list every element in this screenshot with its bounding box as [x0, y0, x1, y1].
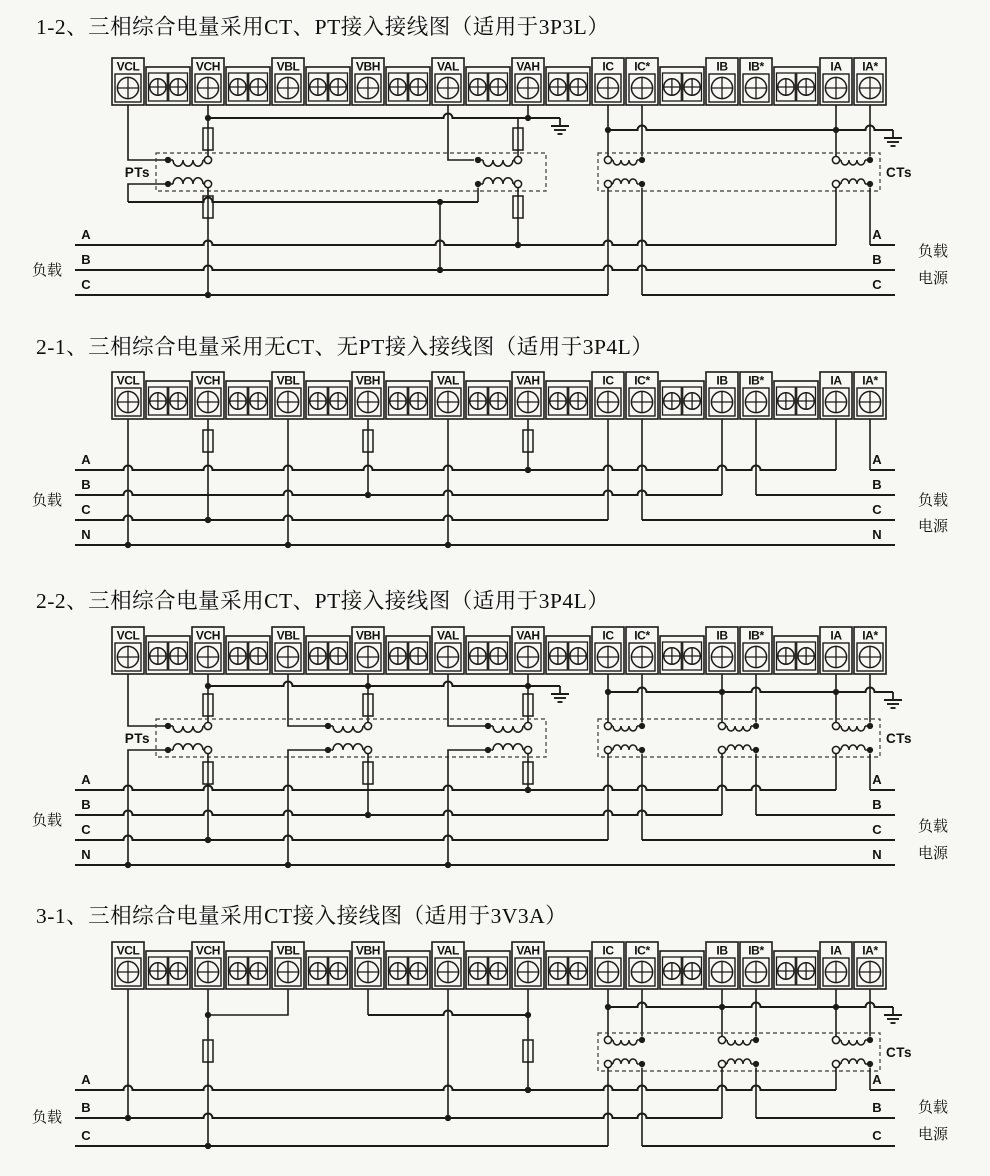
diagram-title-3: 2-2、三相综合电量采用CT、PT接入接线图（适用于3P4L）	[36, 589, 610, 613]
phase-label-left: B	[81, 252, 91, 267]
terminal-VAL	[432, 372, 464, 419]
terminal-label: IA*	[862, 373, 878, 388]
terminal-label: VCH	[195, 59, 221, 74]
terminal-blank	[386, 381, 430, 419]
terminal-IC	[592, 627, 624, 674]
ct-group-label: CTs	[886, 165, 913, 180]
terminal-label: IA	[830, 628, 842, 643]
terminal-VBH	[352, 372, 384, 419]
load-label-left: 负载	[31, 812, 63, 829]
terminal-label: VCL	[116, 943, 140, 958]
terminal-blank	[660, 951, 704, 989]
phase-label-left: C	[81, 277, 91, 292]
phase-label-right: C	[872, 277, 882, 292]
terminal-VAH	[512, 627, 544, 674]
terminal-blank	[226, 67, 270, 105]
phase-label-right: A	[872, 1072, 882, 1087]
terminal-label: IA*	[862, 943, 878, 958]
terminal-IB	[706, 627, 738, 674]
terminal-label: IB*	[748, 943, 764, 958]
terminal-blank	[386, 67, 430, 105]
terminal-label: IC*	[634, 943, 650, 958]
source-label-right-1: 负载	[917, 492, 949, 509]
terminal-IB-star	[740, 942, 772, 989]
phase-label-left: C	[81, 822, 91, 837]
terminal-label: VAL	[437, 628, 459, 643]
terminal-IB	[706, 372, 738, 419]
terminal-VAH	[512, 58, 544, 105]
pt-group-label: PTs	[124, 731, 150, 746]
terminal-VBL	[272, 372, 304, 419]
terminal-label: IB*	[748, 628, 764, 643]
bus-side-labels	[32, 1072, 949, 1143]
terminal-IC	[592, 942, 624, 989]
ct-transformer-a	[832, 722, 873, 753]
terminal-IB	[706, 58, 738, 105]
source-label-right-2: 电源	[917, 1126, 949, 1143]
source-label-right-2: 电源	[917, 845, 949, 862]
phase-label-left: A	[81, 452, 91, 467]
terminal-label: VCL	[116, 373, 140, 388]
terminal-label: VBL	[276, 59, 300, 74]
source-label-right-2: 电源	[917, 518, 949, 535]
terminal-blank	[306, 951, 350, 989]
terminal-blank	[306, 381, 350, 419]
terminal-IA-star	[854, 58, 886, 105]
terminal-blank	[774, 951, 818, 989]
terminal-label: VAL	[437, 59, 459, 74]
terminal-blank	[146, 67, 190, 105]
terminal-VBH	[352, 627, 384, 674]
terminal-blank	[386, 636, 430, 674]
terminal-IA	[820, 942, 852, 989]
diagram-3	[32, 627, 949, 868]
ground-icon	[551, 118, 569, 134]
phase-label-left: B	[81, 1100, 91, 1115]
terminal-label: IB	[716, 59, 728, 74]
ct-transformer-b	[718, 722, 759, 753]
phase-label-right: N	[872, 527, 882, 542]
terminal-VCL	[112, 627, 144, 674]
terminal-IA	[820, 372, 852, 419]
terminal-label: IB	[716, 373, 728, 388]
bus-side-labels	[32, 452, 949, 542]
terminal-blank	[466, 381, 510, 419]
terminal-blank	[466, 67, 510, 105]
ct-group-label: CTs	[886, 1045, 913, 1060]
terminal-VAL	[432, 58, 464, 105]
terminal-IB-star	[740, 627, 772, 674]
source-label-right-1: 负载	[917, 1099, 949, 1116]
pt-transformer-a	[485, 722, 532, 753]
pt-transformer-1	[165, 156, 212, 187]
terminal-VBL	[272, 58, 304, 105]
terminal-blank	[660, 636, 704, 674]
pt-transformer-b	[325, 722, 372, 753]
terminal-IA	[820, 58, 852, 105]
pt-transformer-2	[475, 156, 522, 187]
terminal-VAH	[512, 372, 544, 419]
terminal-IB-star	[740, 372, 772, 419]
phase-label-left: C	[81, 502, 91, 517]
phase-label-left: N	[81, 527, 91, 542]
terminal-label: IB*	[748, 373, 764, 388]
terminal-blank	[660, 381, 704, 419]
terminal-label: VCH	[195, 943, 221, 958]
terminal-blank	[306, 67, 350, 105]
terminal-label: VBH	[355, 628, 381, 643]
terminal-IC-star	[626, 942, 658, 989]
terminal-label: IA	[830, 943, 842, 958]
terminal-blank	[660, 67, 704, 105]
terminal-blank	[466, 951, 510, 989]
ground-icon	[884, 1007, 902, 1023]
terminal-label: VAL	[437, 943, 459, 958]
terminal-label: IC	[602, 373, 614, 388]
source-label-right-1: 负载	[917, 243, 949, 260]
source-label-right-1: 负载	[917, 818, 949, 835]
terminal-blank	[306, 636, 350, 674]
terminal-IA-star	[854, 627, 886, 674]
phase-label-right: A	[872, 452, 882, 467]
terminal-label: IB	[716, 943, 728, 958]
ct-transformer-c	[604, 722, 645, 753]
diagram-4	[32, 942, 949, 1149]
diagram-1	[32, 58, 949, 298]
terminal-blank	[146, 636, 190, 674]
terminal-label: VCH	[195, 628, 221, 643]
terminal-blank	[226, 951, 270, 989]
terminal-VCL	[112, 372, 144, 419]
ct-transformer-a	[832, 1036, 873, 1067]
phase-label-right: B	[872, 477, 882, 492]
diagram-title-2: 2-1、三相综合电量采用无CT、无PT接入接线图（适用于3P4L）	[36, 335, 654, 359]
terminal-label: VCL	[116, 59, 140, 74]
diagram-2	[32, 372, 949, 548]
terminal-label: IA	[830, 373, 842, 388]
terminal-label: VBL	[276, 943, 300, 958]
terminal-blank	[774, 67, 818, 105]
ground-icon	[884, 692, 902, 708]
phase-label-right: C	[872, 822, 882, 837]
phase-label-left: A	[81, 772, 91, 787]
terminal-label: VAH	[516, 59, 540, 74]
diagram-title-1: 1-2、三相综合电量采用CT、PT接入接线图（适用于3P3L）	[36, 15, 610, 39]
ct-transformer-c	[604, 1036, 645, 1067]
phase-label-right: A	[872, 772, 882, 787]
phase-label-left: N	[81, 847, 91, 862]
terminal-label: IB	[716, 628, 728, 643]
terminal-blank	[546, 951, 590, 989]
terminal-label: VCH	[195, 373, 221, 388]
terminal-VCH	[192, 58, 224, 105]
terminal-IB-star	[740, 58, 772, 105]
terminal-VBH	[352, 58, 384, 105]
phase-label-right: C	[872, 1128, 882, 1143]
phase-label-left: C	[81, 1128, 91, 1143]
terminal-IC-star	[626, 58, 658, 105]
terminal-blank	[546, 636, 590, 674]
terminal-blank	[774, 381, 818, 419]
terminal-label: IC*	[634, 59, 650, 74]
phase-label-right: C	[872, 502, 882, 517]
terminal-label: IC	[602, 59, 614, 74]
terminal-label: VCL	[116, 628, 140, 643]
terminal-label: IC	[602, 943, 614, 958]
terminal-IC	[592, 58, 624, 105]
terminal-IB	[706, 942, 738, 989]
terminal-IA-star	[854, 372, 886, 419]
terminal-label: IB*	[748, 59, 764, 74]
terminal-VAH	[512, 942, 544, 989]
terminal-label: VAH	[516, 373, 540, 388]
terminal-VCH	[192, 942, 224, 989]
terminal-blank	[146, 381, 190, 419]
terminal-blank	[466, 636, 510, 674]
terminal-VBL	[272, 942, 304, 989]
terminal-VCL	[112, 942, 144, 989]
terminal-VCH	[192, 372, 224, 419]
terminal-label: VBH	[355, 373, 381, 388]
terminal-label: IC*	[634, 628, 650, 643]
phase-label-right: B	[872, 252, 882, 267]
terminal-blank	[146, 951, 190, 989]
phase-label-right: B	[872, 797, 882, 812]
terminal-label: VBH	[355, 943, 381, 958]
terminal-blank	[226, 636, 270, 674]
terminal-label: IA*	[862, 59, 878, 74]
terminal-label: IA*	[862, 628, 878, 643]
load-label-left: 负载	[31, 492, 63, 509]
phase-label-right: N	[872, 847, 882, 862]
bus-side-labels	[32, 227, 949, 292]
terminal-label: VBL	[276, 628, 300, 643]
terminal-blank	[546, 67, 590, 105]
pt-transformer-c	[165, 722, 212, 753]
terminal-label: IA	[830, 59, 842, 74]
terminal-IA	[820, 627, 852, 674]
load-label-left: 负载	[31, 262, 63, 279]
terminal-VCL	[112, 58, 144, 105]
ground-icon	[884, 130, 902, 146]
terminal-IA-star	[854, 942, 886, 989]
terminal-blank	[386, 951, 430, 989]
ct-group-label: CTs	[886, 731, 913, 746]
phase-label-left: A	[81, 1072, 91, 1087]
terminal-blank	[226, 381, 270, 419]
pt-group-label: PTs	[124, 165, 150, 180]
terminal-label: IC*	[634, 373, 650, 388]
diagram-title-4: 3-1、三相综合电量采用CT接入接线图（适用于3V3A）	[36, 904, 568, 928]
ct-transformer-b	[718, 1036, 759, 1067]
ct-transformer-c	[604, 156, 645, 187]
terminal-blank	[774, 636, 818, 674]
bus-side-labels	[32, 772, 949, 862]
phase-label-left: B	[81, 797, 91, 812]
terminal-label: IC	[602, 628, 614, 643]
terminal-IC-star	[626, 372, 658, 419]
phase-label-right: B	[872, 1100, 882, 1115]
terminal-label: VAH	[516, 943, 540, 958]
load-label-left: 负载	[31, 1109, 63, 1126]
terminal-label: VAH	[516, 628, 540, 643]
terminal-IC	[592, 372, 624, 419]
terminal-VCH	[192, 627, 224, 674]
source-label-right-2: 电源	[917, 270, 949, 287]
terminal-IC-star	[626, 627, 658, 674]
terminal-VBL	[272, 627, 304, 674]
phase-label-left: A	[81, 227, 91, 242]
terminal-blank	[546, 381, 590, 419]
ct-transformer-a	[832, 156, 873, 187]
phase-label-left: B	[81, 477, 91, 492]
terminal-VBH	[352, 942, 384, 989]
terminal-label: VBL	[276, 373, 300, 388]
terminal-label: VBH	[355, 59, 381, 74]
terminal-VAL	[432, 942, 464, 989]
terminal-label: VAL	[437, 373, 459, 388]
ground-icon	[551, 686, 569, 702]
phase-label-right: A	[872, 227, 882, 242]
terminal-VAL	[432, 627, 464, 674]
